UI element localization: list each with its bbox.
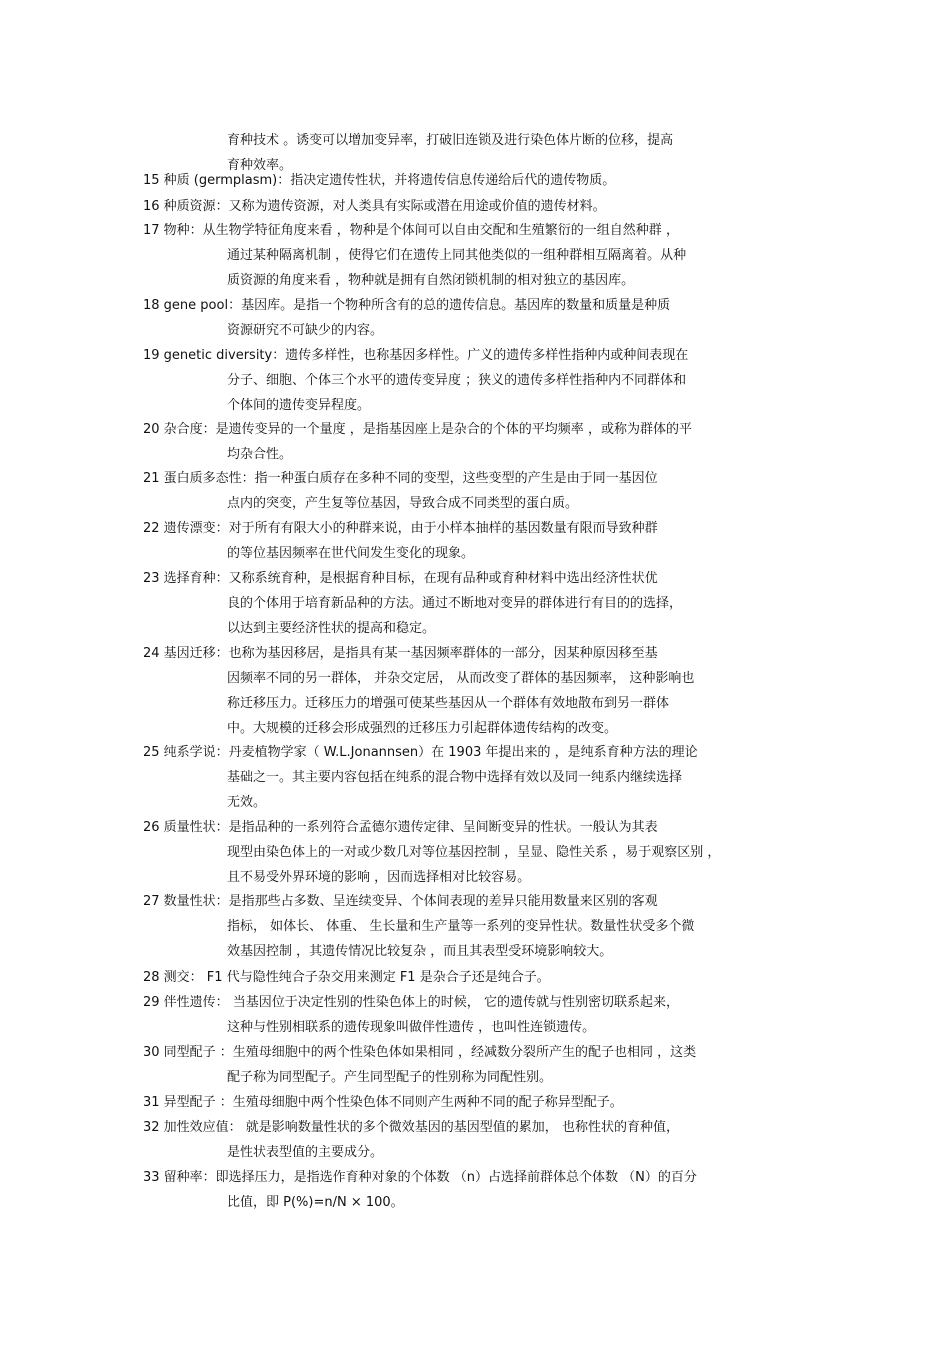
entry-29-sex-linked-inheritance <box>143 990 813 1040</box>
entry-line: 的等位基因频率在世代间发生变化的现象。 <box>227 546 475 561</box>
entry-16-germplasm-resources <box>143 194 813 219</box>
entry-line: 资源研究不可缺少的内容。 <box>227 323 384 338</box>
entry-continued-mutation-breeding <box>143 103 813 178</box>
entry-18-gene-pool <box>143 293 813 343</box>
entry-line: 是性状表型值的主要成分。 <box>227 1145 384 1160</box>
entry-line: 22 遗传漂变：对于所有有限大小的种群来说，由于小样本抽样的基因数量有限而导致种群 <box>143 521 658 536</box>
entry-33-retention-rate <box>143 1165 813 1215</box>
entry-line: 点内的突变，产生复等位基因，导致合成不同类型的蛋白质。 <box>227 496 579 511</box>
entry-line: 15 种质 (germplasm)：指决定遗传性状，并将遗传信息传递给后代的遗传物质。 <box>143 173 616 188</box>
entry-24-gene-migration <box>143 641 813 741</box>
entry-line: 以达到主要经济性状的提高和稳定。 <box>227 621 436 636</box>
entry-line: 个体间的遗传变异程度。 <box>227 398 371 413</box>
entry-line: 30 同型配子 ：生殖母细胞中的两个性染色体如果相同 ，经减数分裂所产生的配子也相同 ，这类 <box>143 1045 697 1060</box>
entry-line: 25 纯系学说：丹麦植物学家（ W.L.Jonannsen）在 1903 年提出来的 ，是纯系育种方法的理论 <box>143 745 698 760</box>
entry-15-germplasm <box>143 168 813 193</box>
entry-line: 育种技术 。诱变可以增加变异率，打破旧连锁及进行染色体片断的位移，提高 <box>227 133 674 148</box>
entry-line <box>143 103 813 128</box>
entry-line: 通过某种隔离机制 ，使得它们在遗传上同其他类似的一组种群相互隔离着。从种 <box>227 248 687 263</box>
entry-line: 因频率不同的另一群体， 并杂交定居， 从而改变了群体的基因频率， 这种影响也 <box>227 671 695 686</box>
entry-line: 33 留种率：即选择压力，是指选作育种对象的个体数 （n）占选择前群体总个体数 （N）的百分 <box>143 1170 697 1185</box>
entry-27-quantitative-traits <box>143 889 813 964</box>
entry-line: 称迁移压力。迁移压力的增强可使某些基因从一个群体有效地散布到另一群体 <box>227 696 670 711</box>
entry-line: 31 异型配子 ：生殖母细胞中两个性染色体不同则产生两种不同的配子称异型配子。 <box>143 1095 623 1110</box>
entry-line: 16 种质资源：又称为遗传资源，对人类具有实际或潜在用途或价值的遗传材料。 <box>143 199 606 214</box>
entry-line: 20 杂合度：是遗传变异的一个量度 ，是指基因座上是杂合的个体的平均频率 ，或称为群体的平 <box>143 422 692 437</box>
entry-31-heterogametic <box>143 1090 813 1115</box>
entry-line: 现型由染色体上的一对或少数几对等位基因控制 ，呈显、隐性关系 ，易于观察区别 ， <box>227 845 721 860</box>
entry-line: 32 加性效应值： 就是影响数量性状的多个微效基因的基因型值的累加， 也称性状的育种值， <box>143 1120 679 1135</box>
entry-32-additive-effect <box>143 1115 813 1165</box>
entry-20-heterozygosity <box>143 417 813 467</box>
entry-line: 质资源的角度来看 ，物种就是拥有自然闭锁机制的相对独立的基因库。 <box>227 273 635 288</box>
entry-line: 21 蛋白质多态性：指一种蛋白质存在多种不同的变型，这些变型的产生是由于同一基因位 <box>143 471 658 486</box>
entry-23-selection-breeding <box>143 566 813 641</box>
entry-17-species <box>143 218 813 293</box>
entry-22-genetic-drift <box>143 516 813 566</box>
entry-line: 26 质量性状：是指品种的一系列符合孟德尔遗传定律、呈间断变异的性状。一般认为其表 <box>143 820 658 835</box>
entry-26-qualitative-traits <box>143 815 813 890</box>
entry-line: 23 选择育种：又称系统育种，是根据育种目标，在现有品种或育种材料中选出经济性状优 <box>143 571 658 586</box>
entry-21-protein-polymorphism <box>143 466 813 516</box>
entry-line: 中。大规模的迁移会形成强烈的迁移压力引起群体遗传结构的改变。 <box>227 721 618 736</box>
entry-line: 27 数量性状：是指那些占多数、呈连续变异、个体间表现的差异只能用数量来区别的客观 <box>143 894 658 909</box>
entry-line: 这种与性别相联系的遗传现象叫做伴性遗传 ，也叫性连锁遗传。 <box>227 1020 596 1035</box>
entry-line: 17 物种：从生物学特征角度来看 ，物种是个体间可以自由交配和生殖繁衍的一组自然种群 ， <box>143 223 679 238</box>
entry-line: 无效。 <box>227 795 267 810</box>
entry-line: 育种效率。 <box>227 158 293 173</box>
entry-30-homogametic <box>143 1040 813 1090</box>
entry-line: 18 gene pool：基因库。是指一个物种所含有的总的遗传信息。基因库的数量和质量是种质 <box>143 298 671 313</box>
entry-line: 分子、细胞、个体三个水平的遗传变异度 ；狭义的遗传多样性指种内不同群体和 <box>227 373 687 388</box>
entry-line: 指标， 如体长、 体重、 生长量和生产量等一系列的变异性状。数量性状受多个微 <box>227 919 695 934</box>
entry-line: 配子称为同型配子。产生同型配子的性别称为同配性别。 <box>227 1070 553 1085</box>
entry-25-pure-line-theory <box>143 740 813 815</box>
entry-line: 24 基因迁移：也称为基因移居，是指具有某一基因频率群体的一部分，因某种原因移至基 <box>143 646 658 661</box>
entry-line: 比值，即 P(%)=n/N × 100。 <box>227 1195 404 1210</box>
entry-line: 基础之一。其主要内容包括在纯系的混合物中选择有效以及同一纯系内继续选择 <box>227 770 683 785</box>
entry-28-testcross <box>143 965 813 990</box>
entry-line: 且不易受外界环境的影响 ，因而选择相对比较容易。 <box>227 870 531 885</box>
entry-line: 19 genetic diversity：遗传多样性，也称基因多样性。广义的遗传多样性指种内或种间表现在 <box>143 348 689 363</box>
entry-19-genetic-diversity <box>143 343 813 418</box>
entry-line: 效基因控制 ，其遗传情况比较复杂 ，而且其表型受环境影响较大。 <box>227 944 613 959</box>
entry-line: 29 伴性遗传： 当基因位于决定性别的性染色体上的时候， 它的遗传就与性别密切联系起来， <box>143 995 679 1010</box>
entry-line: 28 测交： F1 代与隐性纯合子杂交用来测定 F1 是杂合子还是纯合子。 <box>143 970 550 985</box>
entry-line: 良的个体用于培育新品种的方法。通过不断地对变异的群体进行有目的的选择， <box>227 596 683 611</box>
entry-line: 均杂合性。 <box>227 447 293 462</box>
